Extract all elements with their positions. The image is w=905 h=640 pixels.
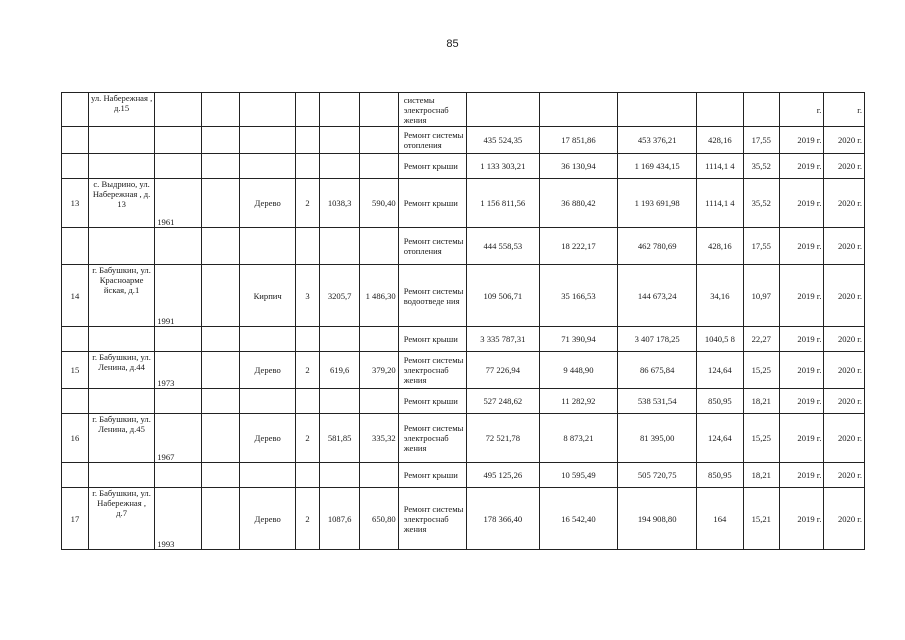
- total-cost-cell: 194 908,80: [618, 488, 697, 550]
- address-cell: г. Бабушкин, ул. Ленина, д.45: [88, 414, 154, 463]
- work-type-cell: Ремонт системы электроснаб жения: [398, 352, 466, 389]
- limit-cost-cell: [743, 93, 779, 127]
- year-built-cell: 1973: [155, 352, 202, 389]
- floors-cell: [296, 93, 320, 127]
- design-cost-cell: 36 880,42: [539, 179, 618, 228]
- limit-cost-cell: 18,21: [743, 389, 779, 414]
- work-cost-cell: 178 366,40: [467, 488, 540, 550]
- year-built-cell: 1993: [155, 488, 202, 550]
- work-cost-cell: 495 125,26: [467, 463, 540, 488]
- design-cost-cell: 17 851,86: [539, 127, 618, 154]
- address-cell: [88, 127, 154, 154]
- empty-cell: [201, 389, 239, 414]
- work-type-cell: Ремонт крыши: [398, 463, 466, 488]
- floors-cell: [296, 127, 320, 154]
- floors-cell: [296, 228, 320, 265]
- start-year-cell: 2019 г.: [779, 463, 824, 488]
- living-area-cell: 379,20: [360, 352, 398, 389]
- unit-cost-cell: 850,95: [697, 389, 744, 414]
- floors-cell: 3: [296, 265, 320, 327]
- design-cost-cell: 36 130,94: [539, 154, 618, 179]
- work-cost-cell: 435 524,35: [467, 127, 540, 154]
- end-year-cell: 2020 г.: [824, 352, 865, 389]
- start-year-cell: 2019 г.: [779, 352, 824, 389]
- limit-cost-cell: 17,55: [743, 228, 779, 265]
- design-cost-cell: 9 448,90: [539, 352, 618, 389]
- total-area-cell: 581,85: [319, 414, 359, 463]
- living-area-cell: 1 486,30: [360, 265, 398, 327]
- end-year-cell: 2020 г.: [824, 488, 865, 550]
- design-cost-cell: 35 166,53: [539, 265, 618, 327]
- limit-cost-cell: 15,25: [743, 352, 779, 389]
- row-number-cell: [62, 327, 89, 352]
- total-cost-cell: 1 193 691,98: [618, 179, 697, 228]
- work-type-cell: Ремонт системы электроснаб жения: [398, 488, 466, 550]
- floors-cell: 2: [296, 179, 320, 228]
- work-type-cell: Ремонт системы отопления: [398, 228, 466, 265]
- total-cost-cell: 453 376,21: [618, 127, 697, 154]
- work-cost-cell: 527 248,62: [467, 389, 540, 414]
- total-cost-cell: 462 780,69: [618, 228, 697, 265]
- end-year-cell: г.: [824, 93, 865, 127]
- limit-cost-cell: 17,55: [743, 127, 779, 154]
- design-cost-cell: 8 873,21: [539, 414, 618, 463]
- living-area-cell: 335,32: [360, 414, 398, 463]
- row-number-cell: [62, 228, 89, 265]
- unit-cost-cell: 1114,1 4: [697, 154, 744, 179]
- table-row: [62, 414, 865, 463]
- total-area-cell: [319, 228, 359, 265]
- address-cell: [88, 327, 154, 352]
- limit-cost-cell: 35,52: [743, 179, 779, 228]
- work-type-cell: Ремонт крыши: [398, 389, 466, 414]
- living-area-cell: [360, 228, 398, 265]
- table-row: [62, 389, 865, 414]
- work-cost-cell: 444 558,53: [467, 228, 540, 265]
- row-number-cell: 13: [62, 179, 89, 228]
- limit-cost-cell: 35,52: [743, 154, 779, 179]
- floors-cell: [296, 463, 320, 488]
- total-area-cell: [319, 389, 359, 414]
- table-row: [62, 352, 865, 389]
- address-cell: г. Бабушкин, ул. Набережная , д.7: [88, 488, 154, 550]
- wall-material-cell: [240, 327, 296, 352]
- empty-cell: [201, 352, 239, 389]
- end-year-cell: 2020 г.: [824, 228, 865, 265]
- year-built-cell: 1961: [155, 179, 202, 228]
- end-year-cell: 2020 г.: [824, 463, 865, 488]
- work-type-cell: Ремонт крыши: [398, 327, 466, 352]
- empty-cell: [201, 488, 239, 550]
- address-cell: ул. Набережная , д.15: [88, 93, 154, 127]
- wall-material-cell: [240, 463, 296, 488]
- limit-cost-cell: 18,21: [743, 463, 779, 488]
- living-area-cell: 590,40: [360, 179, 398, 228]
- floors-cell: 2: [296, 414, 320, 463]
- wall-material-cell: [240, 154, 296, 179]
- table-row: [62, 228, 865, 265]
- total-cost-cell: 81 395,00: [618, 414, 697, 463]
- start-year-cell: 2019 г.: [779, 179, 824, 228]
- row-number-cell: 16: [62, 414, 89, 463]
- work-type-cell: Ремонт системы отопления: [398, 127, 466, 154]
- unit-cost-cell: 850,95: [697, 463, 744, 488]
- row-number-cell: 15: [62, 352, 89, 389]
- address-cell: [88, 389, 154, 414]
- unit-cost-cell: 164: [697, 488, 744, 550]
- design-cost-cell: 10 595,49: [539, 463, 618, 488]
- address-cell: [88, 463, 154, 488]
- year-built-cell: [155, 154, 202, 179]
- unit-cost-cell: 124,64: [697, 414, 744, 463]
- address-cell: [88, 228, 154, 265]
- floors-cell: 2: [296, 488, 320, 550]
- end-year-cell: 2020 г.: [824, 127, 865, 154]
- year-built-cell: 1991: [155, 265, 202, 327]
- total-cost-cell: 144 673,24: [618, 265, 697, 327]
- work-type-cell: системы электроснаб жения: [398, 93, 466, 127]
- work-cost-cell: 1 156 811,56: [467, 179, 540, 228]
- limit-cost-cell: 15,21: [743, 488, 779, 550]
- unit-cost-cell: 428,16: [697, 127, 744, 154]
- start-year-cell: 2019 г.: [779, 127, 824, 154]
- row-number-cell: 14: [62, 265, 89, 327]
- design-cost-cell: 18 222,17: [539, 228, 618, 265]
- work-cost-cell: 109 506,71: [467, 265, 540, 327]
- unit-cost-cell: 124,64: [697, 352, 744, 389]
- floors-cell: [296, 327, 320, 352]
- empty-cell: [201, 127, 239, 154]
- work-type-cell: Ремонт системы водоотведе ния: [398, 265, 466, 327]
- start-year-cell: 2019 г.: [779, 265, 824, 327]
- living-area-cell: [360, 389, 398, 414]
- start-year-cell: 2019 г.: [779, 488, 824, 550]
- address-cell: г. Бабушкин, ул. Красноарме йская, д.1: [88, 265, 154, 327]
- total-area-cell: 619,6: [319, 352, 359, 389]
- table-row: [62, 327, 865, 352]
- row-number-cell: [62, 389, 89, 414]
- year-built-cell: [155, 93, 202, 127]
- wall-material-cell: Дерево: [240, 488, 296, 550]
- empty-cell: [201, 93, 239, 127]
- start-year-cell: 2019 г.: [779, 327, 824, 352]
- start-year-cell: г.: [779, 93, 824, 127]
- start-year-cell: 2019 г.: [779, 154, 824, 179]
- year-built-cell: 1967: [155, 414, 202, 463]
- unit-cost-cell: [697, 93, 744, 127]
- floors-cell: 2: [296, 352, 320, 389]
- limit-cost-cell: 22,27: [743, 327, 779, 352]
- year-built-cell: [155, 127, 202, 154]
- total-area-cell: 1038,3: [319, 179, 359, 228]
- living-area-cell: [360, 327, 398, 352]
- end-year-cell: 2020 г.: [824, 327, 865, 352]
- unit-cost-cell: 428,16: [697, 228, 744, 265]
- wall-material-cell: [240, 389, 296, 414]
- table-row: [62, 179, 865, 228]
- table-row: [62, 154, 865, 179]
- total-area-cell: [319, 154, 359, 179]
- total-cost-cell: 505 720,75: [618, 463, 697, 488]
- end-year-cell: 2020 г.: [824, 265, 865, 327]
- design-cost-cell: [539, 93, 618, 127]
- living-area-cell: [360, 463, 398, 488]
- living-area-cell: 650,80: [360, 488, 398, 550]
- total-cost-cell: 1 169 434,15: [618, 154, 697, 179]
- empty-cell: [201, 154, 239, 179]
- work-type-cell: Ремонт крыши: [398, 179, 466, 228]
- start-year-cell: 2019 г.: [779, 414, 824, 463]
- work-cost-cell: [467, 93, 540, 127]
- year-built-cell: [155, 389, 202, 414]
- table-row: [62, 265, 865, 327]
- start-year-cell: 2019 г.: [779, 228, 824, 265]
- total-area-cell: 3205,7: [319, 265, 359, 327]
- total-area-cell: [319, 93, 359, 127]
- limit-cost-cell: 15,25: [743, 414, 779, 463]
- empty-cell: [201, 327, 239, 352]
- table-row: [62, 93, 865, 127]
- address-cell: [88, 154, 154, 179]
- limit-cost-cell: 10,97: [743, 265, 779, 327]
- empty-cell: [201, 265, 239, 327]
- design-cost-cell: 16 542,40: [539, 488, 618, 550]
- total-area-cell: [319, 463, 359, 488]
- row-number-cell: [62, 127, 89, 154]
- row-number-cell: 17: [62, 488, 89, 550]
- page-number: 85: [446, 38, 459, 50]
- end-year-cell: 2020 г.: [824, 414, 865, 463]
- start-year-cell: 2019 г.: [779, 389, 824, 414]
- address-cell: г. Бабушкин, ул. Ленина, д.44: [88, 352, 154, 389]
- end-year-cell: 2020 г.: [824, 154, 865, 179]
- total-cost-cell: 538 531,54: [618, 389, 697, 414]
- wall-material-cell: Кирпич: [240, 265, 296, 327]
- empty-cell: [201, 463, 239, 488]
- design-cost-cell: 11 282,92: [539, 389, 618, 414]
- row-number-cell: [62, 93, 89, 127]
- row-number-cell: [62, 154, 89, 179]
- wall-material-cell: [240, 93, 296, 127]
- total-area-cell: [319, 327, 359, 352]
- total-area-cell: [319, 127, 359, 154]
- repair-schedule-table: [61, 92, 865, 550]
- total-cost-cell: 86 675,84: [618, 352, 697, 389]
- work-type-cell: Ремонт системы электроснаб жения: [398, 414, 466, 463]
- empty-cell: [201, 414, 239, 463]
- floors-cell: [296, 389, 320, 414]
- table-row: [62, 127, 865, 154]
- end-year-cell: 2020 г.: [824, 179, 865, 228]
- total-area-cell: 1087,6: [319, 488, 359, 550]
- design-cost-cell: 71 390,94: [539, 327, 618, 352]
- wall-material-cell: Дерево: [240, 179, 296, 228]
- end-year-cell: 2020 г.: [824, 389, 865, 414]
- work-cost-cell: 72 521,78: [467, 414, 540, 463]
- work-cost-cell: 3 335 787,31: [467, 327, 540, 352]
- wall-material-cell: Дерево: [240, 414, 296, 463]
- year-built-cell: [155, 463, 202, 488]
- table-row: [62, 488, 865, 550]
- address-cell: с. Выдрино, ул. Набережная , д. 13: [88, 179, 154, 228]
- work-cost-cell: 1 133 303,21: [467, 154, 540, 179]
- wall-material-cell: [240, 228, 296, 265]
- total-cost-cell: 3 407 178,25: [618, 327, 697, 352]
- wall-material-cell: Дерево: [240, 352, 296, 389]
- unit-cost-cell: 1114,1 4: [697, 179, 744, 228]
- work-cost-cell: 77 226,94: [467, 352, 540, 389]
- year-built-cell: [155, 228, 202, 265]
- total-cost-cell: [618, 93, 697, 127]
- row-number-cell: [62, 463, 89, 488]
- floors-cell: [296, 154, 320, 179]
- empty-cell: [201, 179, 239, 228]
- living-area-cell: [360, 154, 398, 179]
- living-area-cell: [360, 127, 398, 154]
- wall-material-cell: [240, 127, 296, 154]
- table-row: [62, 463, 865, 488]
- year-built-cell: [155, 327, 202, 352]
- unit-cost-cell: 34,16: [697, 265, 744, 327]
- unit-cost-cell: 1040,5 8: [697, 327, 744, 352]
- living-area-cell: [360, 93, 398, 127]
- empty-cell: [201, 228, 239, 265]
- work-type-cell: Ремонт крыши: [398, 154, 466, 179]
